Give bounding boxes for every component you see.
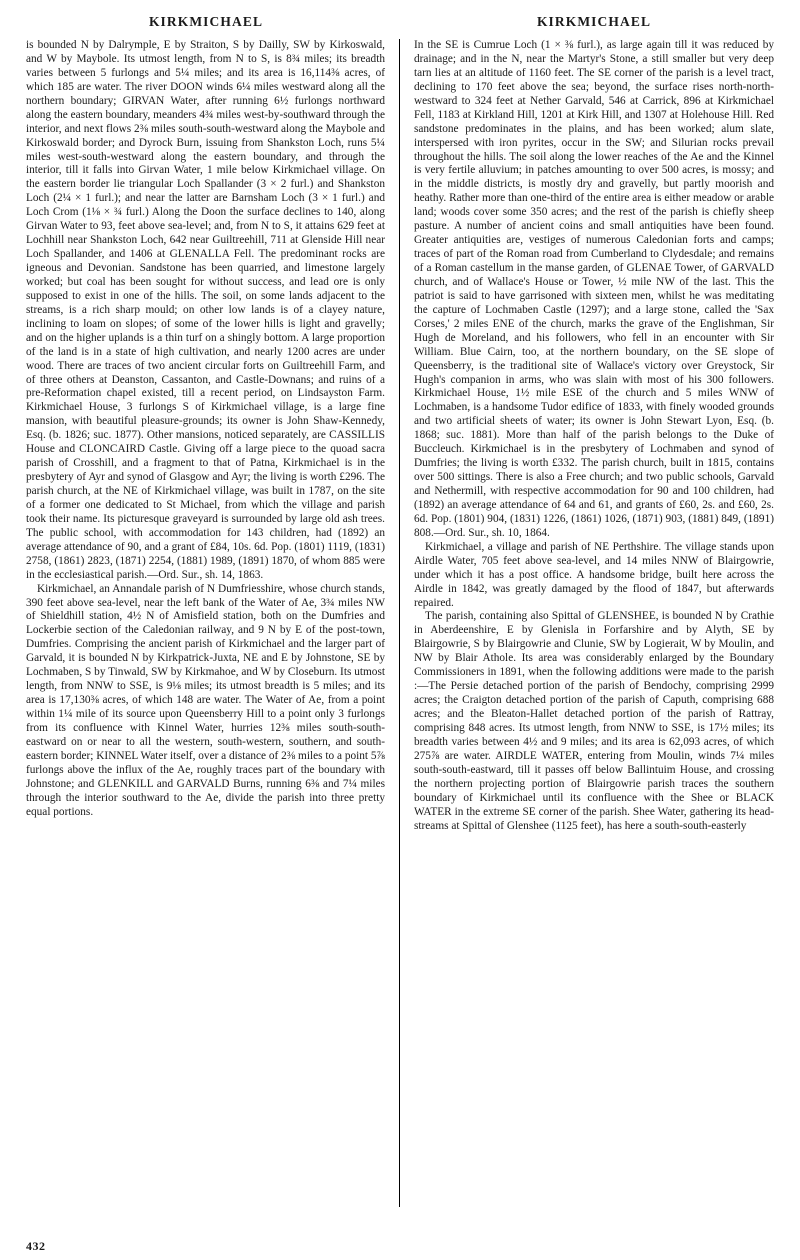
paragraph: is bounded N by Dalrymple, E by Straiton, S by Dailly, SW by Kirkoswald, and W by Maybole. Its utmost length, from N to S, is 8¾ miles; its breadth varies between 5 furlongs and 5¼ miles; and its area is 16,114⅜ acres, of which 185 are water. The river DOON winds 6¼ miles westward along all the northern boundary; GIRVAN Water, after running 6½ furlongs northward along the eastern boundary, meanders 4¾ miles west-by-southward through the interior, and next flows 2⅜ miles south-south-westward along the Maybole and Kirkoswald border; and Dyrock Burn, issuing from Shankston Loch, runs 5¼ miles west-south-westward along the eastern boundary, and through the interior, till it falls into Girvan Water, 1 mile below Kirkmichael village. On the eastern border lie triangular Loch Spallander (3 × 2 furl.) and Shankston Loch (2¼ × 1 furl.); and near the latter are Barnsham Loch (3 × 1 furl.) and Loch Crom (1⅛ × ¾ furl.) Along the Doon the surface declines to 140, along Girvan Water to 93, feet above sea-level; and, from N to S, it attains 629 feet at Lochhill near Shankston Loch, 642 near Guiltreehill, 711 at Glenside Hill near Loch Spallander, and 1406 at GLENALLA Fell. The predominant rocks are igneous and Devonian. Sandstone has been quarried, and limestone largely worked; but coal has been sought for without success, and lead ore is only supposed to exist in one of the hills. The soil, on some lands adjacent to the streams, is a rich sharp mould; on other low lands is of a clayey nature, inclining to loam on slopes; of some of the lower hills is light and gravelly; and on the higher uplands is a thin turf on a shingly bottom. A large proportion of the land is in a state of high cultivation, and nearly 1200 acres are under wood. There are traces of two ancient circular forts on Guiltreehill Farm, and of three others at Deanston, Cassanton, and Castle-Downans; and ruins of a pre-Reformation chapel existed, till a recent period, on Lindsayston Farm. Kirkmichael House, 3 furlongs S of Kirkmichael village, is a large fine mansion, with beautiful pleasure-grounds; its owner is John Shaw-Kennedy, Esq. (b. 1826; suc. 1877). Other mansions, noticed separately, are CASSILLIS House and CLONCAIRD Castle. Giving off a large piece to the quoad sacra parish of Crosshill, and a fragment to that of Patna, Kirkmichael is in the presbytery of Ayr and synod of Glasgow and Ayr; the living is worth £296. The parish church, at the NE of Kirkmichael village, was built in 1787, on the site of a former one dedicated to St Michael, from which the village and parish took their name. Its picturesque graveyard is surrounded by large old ash trees. The public school, with accommodation for 143 children, had (1892) an average attendance of 90, and a grant of £84, 10s. 6d. Pop. (1801) 1119, (1831) 2758, (1861) 2823, (1871) 2254, (1881) 1989, (1891) 1870, of whom 885 were in the ecclesiastical parish.—Ord. Sur., sh. 14, 1863. [26, 39, 385, 581]
paragraph: In the SE is Cumrue Loch (1 × ⅜ furl.), as large again till it was reduced by drainage; and in the N, near the Martyr's Stone, a still smaller but very deep tarn lies at an altitude of 1160 feet. The SE corner of the parish is a level tract, declining to 170 feet above the sea; beyond, the surface rises north-north-westward to 324 feet at Nether Garvald, 546 at Carrick, 896 at Kirkmichael Fell, 1183 at Kirkland Hill, 1201 at Kirk Hill, and 1307 at Holehouse Hill. Red sandstone predominates in the plains, and has been worked; alum slate, interspersed with iron pyrites, occur in the SW; and Silurian rocks prevail throughout the hills. The soil along the lower reaches of the Ae and the Kinnel is very fertile alluvium; in patches amounting to over 500 acres, is mossy; and in the middle districts, is mostly dry and gravelly, but partly moorish and heathy. Rather more than one-third of the entire area is either meadow or arable land; woods cover some 350 acres; and the rest of the parish is chiefly sheep pasture. A number of ancient coins and small antiquities have been found. Greater antiquities are, vestiges of numerous Caledonian forts and camps; traces of part of the Roman road from Cumberland to Clydesdale; and remains of a Roman castellum in the manse garden, of GLENAE Tower, of GARVALD church, and of Wallace's House or Tower, ½ mile NW of the last. This the patriot is said to have garrisoned with sixteen men, whilst he was meditating the capture of Lochmaben Castle (1297); and a large stone, called the 'Sax Corses,' 2 miles ENE of the church, marks the grave of the Englishman, Sir Hugh de Moreland, and his followers, who fell in an encounter with Sir William. Blue Cairn, too, at the northern boundary, on the SE slope of Queensberry, is the traditional site of Wallace's victory over Greystock, Sir Hugh's companion in arms, who was slain with most of his 300 followers. Kirkmichael House, 1½ mile ESE of the church and 5 miles WNW of Lochmaben, is a handsome Tudor edifice of 1833, with finely wooded grounds and two artificial sheets of water; its owner is John Stewart Lyon, Esq. (b. 1868; suc. 1881). More than half of the parish belongs to the Duke of Buccleuch. Kirkmichael is in the presbytery of Lochmaben and synod of Dumfries; the living is worth £332. The parish church, built in 1815, contains over 500 sittings. There is also a Free church; and two public schools, Garvald and Nethermill, with respective accommodation for 90 and 100 children, had (1892) an average attendance of 64 and 61, and grants of £60, 2s. and £60, 2s. 6d. Pop. (1801) 904, (1831) 1226, (1861) 1026, (1871) 903, (1881) 849, (1891) 808.—Ord. Sur., sh. 10, 1864. [414, 39, 774, 539]
running-head-left: KIRKMICHAEL [148, 14, 264, 29]
paragraph: Kirkmichael, a village and parish of NE Perthshire. The village stands upon Airdle Water, 705 feet above sea-level, and 14 miles NNW of Blairgowrie, under which it has a post office. A handsome bridge, built here across the Airdle in 1842, was greatly damaged by the flood of 1847, but afterwards repaired. [414, 540, 774, 609]
page-number: 432 [26, 1239, 46, 1253]
column-right [400, 39, 774, 1207]
running-head-right: KIRKMICHAEL [536, 14, 652, 29]
running-heads [26, 14, 774, 30]
paragraph: Kirkmichael, an Annandale parish of N Dumfriesshire, whose church stands, 390 feet above sea-level, near the left bank of the Water of Ae, 3¾ miles NW of Shieldhill station, 4½ N of Amisfield station, both on the Dumfries and Lockerbie section of the Caledonian railway, and 9 N by E of the post-town, Dumfries. Comprising the ancient parish of Kirkmichael and the larger part of Garvald, it is bounded N by Kirkpatrick-Juxta, NE and E by Johnstone, SE by Lochmaben, S by Tinwald, SW by Kirkmahoe, and W by Closeburn. Its utmost length, from NNW to SSE, is 9⅛ miles; its utmost breadth is 5 miles; and its area is 17,130⅜ acres, of which 148 are water. The Water of Ae, from a point within 1¼ mile of its source upon Queensberry Hill to a point only 3 furlongs from its confluence with Kinnel Water, hurries 12⅜ miles south-south-eastward on or near to all the western, south-western, southern, and south-eastern border; KINNEL Water itself, over a distance of 2⅜ miles to a point 5⅞ furlongs above the influx of the Ae, roughly traces part of the boundary with Johnstone; and GLENKILL and GARVALD Burns, running 6⅜ and 7¼ miles through the interior southward to the Ae, divide the parish into three pretty equal portions. [26, 582, 385, 818]
text-columns [26, 39, 774, 1207]
paragraph: The parish, containing also Spittal of GLENSHEE, is bounded N by Crathie in Aberdeenshire, E by Glenisla in Forfarshire and by Alyth, SE by Blairgowrie, S by Blairgowrie and Clunie, SW by Logierait, W by Moulin, and NW by Blair Athole. Its area was considerably enlarged by the Boundary Commissioners in 1891, when the following additions were made to the parish :—The Persie detached portion of the parish of Bendochy, comprising 2999 acres; the Craigton detached portion of the parish of Caputh, comprising 688 acres; and the Bleaton-Hallet detached portion of the parish of Rattray, comprising 848 acres. Its utmost length, from NNW to SSE, is 17½ miles; its breadth varies between 4½ and 9 miles; and its area is 62,093 acres, of which 275⅞ are water. AIRDLE WATER, entering from Moulin, winds 7¼ miles south-south-eastward, till it passes off below Ballintuim House, and crossing the northern projecting portion of Blairgowrie parish traces the southern boundary of Kirkmichael until its confluence with the Shee or BLACK WATER in the extreme SE corner of the parish. Shee Water, gathering its head-streams at Spittal of Glenshee (1125 feet), has here a south-south-easterly [414, 610, 774, 832]
column-left [26, 39, 400, 1207]
